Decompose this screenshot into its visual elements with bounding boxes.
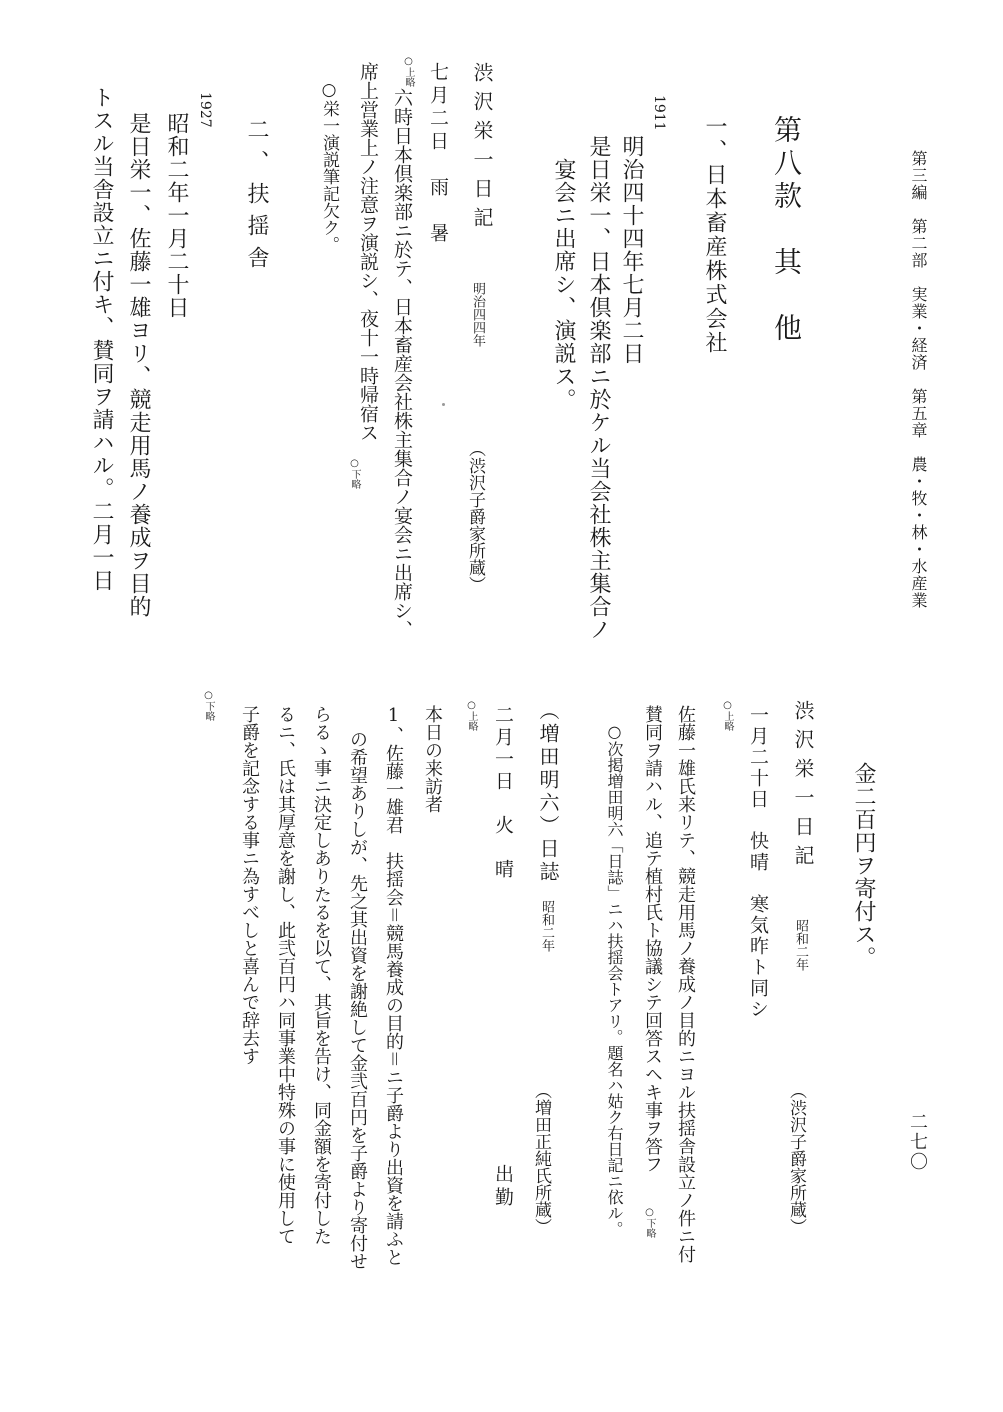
diary2-date: 一月二十日 快晴 寒気昨ト同シ xyxy=(747,705,769,1020)
nisshi-year: 昭和二年 xyxy=(539,900,554,952)
year-1927: 1927 xyxy=(197,92,213,128)
diary1-title: 渋沢栄一日記 xyxy=(470,62,494,236)
date-1927: 昭和二年一月二十日 xyxy=(164,112,189,319)
diary2-title: 渋沢栄一日記 xyxy=(791,700,815,874)
diary2-ryaku: ○上略 xyxy=(722,700,733,731)
item2-title: 二、扶揺舎 xyxy=(244,118,269,278)
diary1-year: 明治四四年 xyxy=(470,282,485,347)
item1-title: 一、日本畜産株式会社 xyxy=(702,115,727,355)
visitor-line-2: の希望ありしが、先之其出資を謝絶して金弐百円を子爵より寄付せ xyxy=(347,730,368,1270)
end-garyaku: ○下略 xyxy=(203,690,214,721)
date-1911: 明治四十四年七月二日 xyxy=(619,135,644,365)
speck-mark xyxy=(442,403,445,406)
diary1-ryaku: ○上略 xyxy=(403,56,414,87)
diary2-garyaku: ○下略 xyxy=(644,1207,655,1238)
continuation-text: 金二百円ヲ寄付ス。 xyxy=(851,762,876,969)
diary2-text-b: 賛同ヲ請ハル、追テ植村氏ト協議シテ回答スヘキ事ヲ答フ xyxy=(642,705,663,1173)
visitor-line-5: 子爵を記念する事ニ為すべしと喜んで辞去す xyxy=(239,705,260,1065)
visitors-heading: 本日の来訪者 xyxy=(422,705,443,813)
diary1-note: ○栄一演説筆記欠ク。 xyxy=(319,80,339,253)
diary2-source: （渋沢子爵家所蔵） xyxy=(786,1082,806,1235)
nisshi-title: （増田明六）日誌 xyxy=(536,700,560,884)
nisshi-source: （増田正純氏所蔵） xyxy=(531,1082,551,1235)
page-number: 二七〇 xyxy=(907,1112,928,1172)
diary2-note: ○次掲増田明六「日誌」ニハ扶揺会トアリ。題名ハ姑ク右日記ニ依ル。 xyxy=(605,722,624,1237)
diary1-source: （渋沢子爵家所蔵） xyxy=(465,440,485,593)
nisshi-ryaku: ○上略 xyxy=(466,700,477,731)
diary1-garyaku: ○下略 xyxy=(349,458,360,489)
visitor-line-1: 1、佐藤一雄君 扶揺会＝競馬養成の目的＝ニ子爵より出資を請ふと xyxy=(383,705,404,1266)
diary1-text-b: 席上営業上ノ注意ヲ演説シ、夜十一時帰宿ス xyxy=(357,62,379,442)
text-1911-a: 是日栄一、日本倶楽部ニ於ケル当会社株主集合ノ xyxy=(586,135,611,641)
section-heading: 第八款 其 他 xyxy=(770,115,803,346)
nisshi-shukkin: 出勤 xyxy=(492,1164,514,1210)
text-1927-b: トスル当舎設立ニ付キ、賛同ヲ請ハル。二月一日 xyxy=(89,86,114,592)
visitor-line-4: るニ、氏は其厚意を謝し、此弐百円ハ同事業中特殊の事に使用して xyxy=(275,705,296,1245)
diary1-date: 七月二日 雨 暑 xyxy=(427,62,449,246)
diary2-text-a: 佐藤一雄氏来リテ、競走用馬ノ養成ノ目的ニヨル扶揺舎設立ノ件ニ付 xyxy=(675,705,696,1263)
running-head: 第三編 第二部 実業・経済 第五章 農・牧・林・水産業 xyxy=(909,150,928,609)
diary1-text-a: 六時日本倶楽部ニ於テ、日本畜産会社株主集合ノ宴会ニ出席シ、 xyxy=(391,88,413,639)
text-1927-a: 是日栄一、佐藤一雄ヨリ、競走用馬ノ養成ヲ目的 xyxy=(126,112,151,618)
nisshi-date: 二月一日 火 晴 xyxy=(492,705,514,881)
visitor-line-3: らるゝ事ニ決定しありたるを以て、其旨を告け、同金額を寄付した xyxy=(311,705,332,1245)
text-1911-b: 宴会ニ出席シ、演説ス。 xyxy=(551,158,576,411)
year-1911: 1911 xyxy=(651,95,667,131)
diary2-year: 昭和二年 xyxy=(793,919,808,971)
